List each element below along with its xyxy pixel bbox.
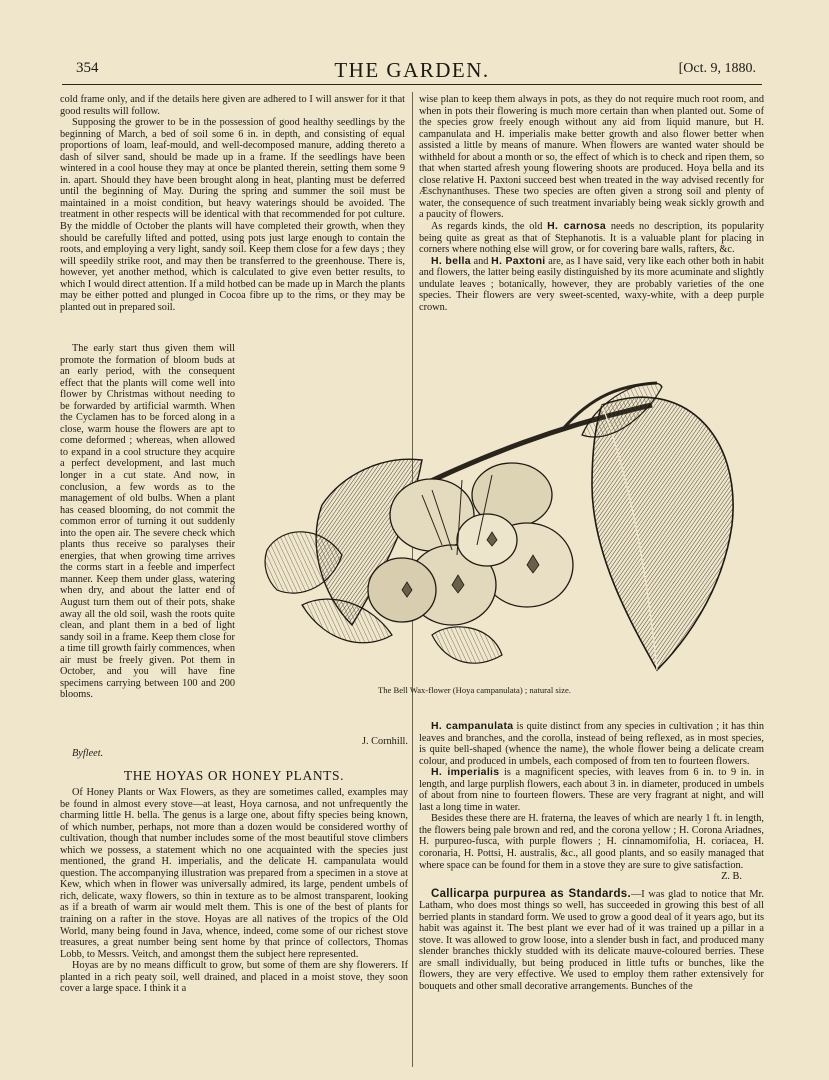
page-header	[62, 58, 762, 84]
species-name: H. campanulata	[431, 720, 514, 732]
issue-date: [Oct. 9, 1880.	[678, 61, 756, 76]
cyclamen-article-top	[60, 94, 405, 313]
hoyas-continued-bottom	[419, 721, 764, 993]
hoya-engraving-illustration	[262, 375, 762, 685]
paragraph: Besides these there are H. fraterna, the leaves of which are nearly 1 ft. in length, the flowers being pale brown and red, and the corona yellow ; H. Corona Ariadnes, H. purpureo-fusca, with purple flowers ; H. cinnamomifolia, H. coriacea, H. coronaria, H. Pottsi, H. australis, &c., all good plants, and so easily managed that where space can be found for them in a stove they are sure to give satisfaction.	[419, 813, 764, 871]
paragraph: Of Honey Plants or Wax Flowers, as they are sometimes called, examples may be found in almost every stove—at least, Hoya carnosa, and not unfrequently the charming little H. bella. The genus is a large one, about fifty species being known, of which number, perhaps, not more than a dozen would be considered worthy of cultivation, though that number includes some of the most beautiful stove climbers which we possess, a statement which no one acquainted with the species just mentioned, the grand H. imperialis, and the delicate H. campanulata would question. The accompanying illustration was prepared from a specimen in a stove at Kew, which when in flower was universally admired, its large, pendent umbels of rich, delicate, waxy flowers, so thin in texture as to be almost transparent, looking as if a breath of warm air would melt them. This is one of the best of plants for training on a rafter in the stove. Hoyas are all natives of the tropics of the Old World, many being found in Java, whence, indeed, come some of our richest stove treasures, a great number being sent home by that prince of collectors, Thomas Lobb, to Messrs. Veitch, and amongst them the subject here represented.	[60, 787, 408, 960]
author-credit	[419, 871, 764, 883]
species-name: H. Paxtoni	[491, 254, 546, 267]
paragraph: H. bella and H. Paxtoni are, as I have said, very like each other both in habit and flowers, the latter being easily distinguished by its more acuminate and slightly undulate leaves ; botanically, however, they are probably varieties of the one species. Their flowers are very sweet-scented, waxy-white, with a deep purple crown.	[419, 254, 765, 313]
author-name: Z. B.	[721, 871, 742, 883]
paragraph: cold frame only, and if the details here given are adhered to I will answer for it that good results will follow.	[60, 94, 405, 117]
author-credit	[60, 736, 408, 748]
paragraph: H. campanulata is quite distinct from any species in cultivation ; it has thin leaves and branches, and the corolla, instead of being reflexed, as in most species, is quite bell-shaped (whence the name), the whole flower being a delicate cream colour, and produced in umbels, each composed of from ten to fourteen flowers.	[419, 720, 764, 767]
species-name: H. imperialis	[431, 766, 500, 779]
cyclamen-article-narrow	[60, 343, 235, 701]
article-heading: Callicarpa purpurea as Standards.	[431, 887, 631, 900]
paragraph: As regards kinds, the old H. carnosa needs no description, its popularity being quite as great as that of Stephanotis. It is a valuable plant for placing in corners where nothing else will grow, or for covering bare walls, rafters, &c.	[419, 220, 764, 256]
header-rule	[62, 84, 762, 85]
hoyas-continued-top	[419, 94, 764, 313]
publication-title: THE GARDEN.	[334, 58, 490, 82]
paragraph: wise plan to keep them always in pots, as they do not require much root room, and when in pots their flowering is much more certain than when planted out. Some of the species grow freely enough without any aid from liquid manure, but H. campanulata and H. imperialis make better growth and also flower better when assisted a little by means of manure. When flowers are wanted water should be withheld for about a month or so, the effect of which is to check and ripen them, so that when started afresh young flowering shoots are produced. Hoya bella and its close relative H. Paxtoni succeed best when treated in the way advised recently for Æschynanthuses. These two species are often given a strong soil and plenty of water, the consequence of such treatment invariably being weak sickly growth and a paucity of flowers.	[419, 94, 764, 221]
author-name: J. Cornhill.	[361, 736, 408, 747]
species-name: H. bella	[431, 254, 471, 267]
author-place: Byfleet.	[72, 747, 104, 759]
paragraph: H. imperialis is a magnificent species, with leaves from 6 in. to 9 in. in length, and large purplish flowers, each about 3 in. in diameter, produced in umbels of about from nine to fourteen flowers. These are very fragrant at night, and will last a long time in water.	[419, 766, 765, 813]
article-title: THE HOYAS OR HONEY PLANTS.	[123, 768, 345, 783]
figure-caption: The Bell Wax-flower (Hoya campanulata) ; natural size.	[378, 685, 571, 695]
paragraph: Callicarpa purpurea as Standards.—I was glad to notice that Mr. Latham, who does most things so well, has succeeded in growing this best of all berried plants in standard form. We used to grow a good deal of it years ago, but its habit was against it. The best plant we ever had of it was trained up a pillar in a stove. It was allowed to grow loose, into a slender bush in fact, and produced many slender branches thickly studded with its delicate mauve-coloured berries. These are small individually, but being produced in little tufts or bunches, like the flowers, they are very effective. We used to employ them rather extensively for bouquets and other small decorative arrangements. Bunches of the	[419, 887, 764, 993]
hoyas-article	[60, 787, 408, 995]
paragraph: Supposing the grower to be in the possession of good healthy seedlings by the beginning of March, a bed of soil some 6 in. in depth, and consisting of equal proportions of loam, leaf-mould, and well-decomposed manure, adding thereto a dash of silver sand, should be made up in a frame. If the seedlings have been wintered in a cool house they may at once be planted therein, setting them some 9 in. apart. Should they have been brought along in heat, planting must be deferred until the beginning of May. During the spring and summer the soil must be maintained in a moist condition, but heavy waterings should be avoided. The treatment in other respects will be identical with that recommended for pot culture. By the middle of October the plants will have completed their growth, when they should be carefully lifted and potted, using pots just large enough to contain the roots, and employing a very light, sandy soil. Keep them close for a few days ; they will speedily strike root, and may then be transferred to the greenhouse. There is, however, yet another method, which is calculated to give even better results, to which I would direct attention. If a mild hotbed can be made up in March the plants may be either potted and plunged in Cocoa fibre up to the rims, or they may be planted out in prepared soil.	[60, 117, 405, 313]
paragraph: Hoyas are by no means difficult to grow, but some of them are shy flowerers. If planted in a rich peaty soil, well drained, and placed in a moist stove, they soon cover a large space. I think it a	[60, 960, 408, 995]
paragraph: The early start thus given them will promote the formation of bloom buds at an early period, with the consequent effect that the plants will come well into flower by Christmas without needing to be forwarded by artificial warmth. When the Cyclamen has to be forced along in a close, warm house the flowers are apt to come deformed ; whereas, when allowed to expand in a cool structure they acquire a perfect development, and last much longer in a cut state. And now, in conclusion, a few words as to the management of old bulbs. When a plant has ceased blooming, do not commit the common error of turning it out suddenly into the open air. The severe check which plants thus receive so paralyses their energies, that when growing time arrives the corms start in a feeble and imperfect manner. Keep them under glass, watering when dry, and about the latter end of August turn them out of their pots, shake away all the old soil, wash the roots quite clean, and plant them in a bed of light sandy soil in a frame. Keep them close for a time till growth fairly commences, when air must be freely given. Pot them in October, and you will have fine specimens carrying between 100 and 200 blooms.	[60, 343, 235, 701]
cyclamen-signoff	[60, 736, 408, 759]
page-number: 354	[76, 60, 99, 76]
species-name: H. carnosa	[547, 220, 607, 233]
